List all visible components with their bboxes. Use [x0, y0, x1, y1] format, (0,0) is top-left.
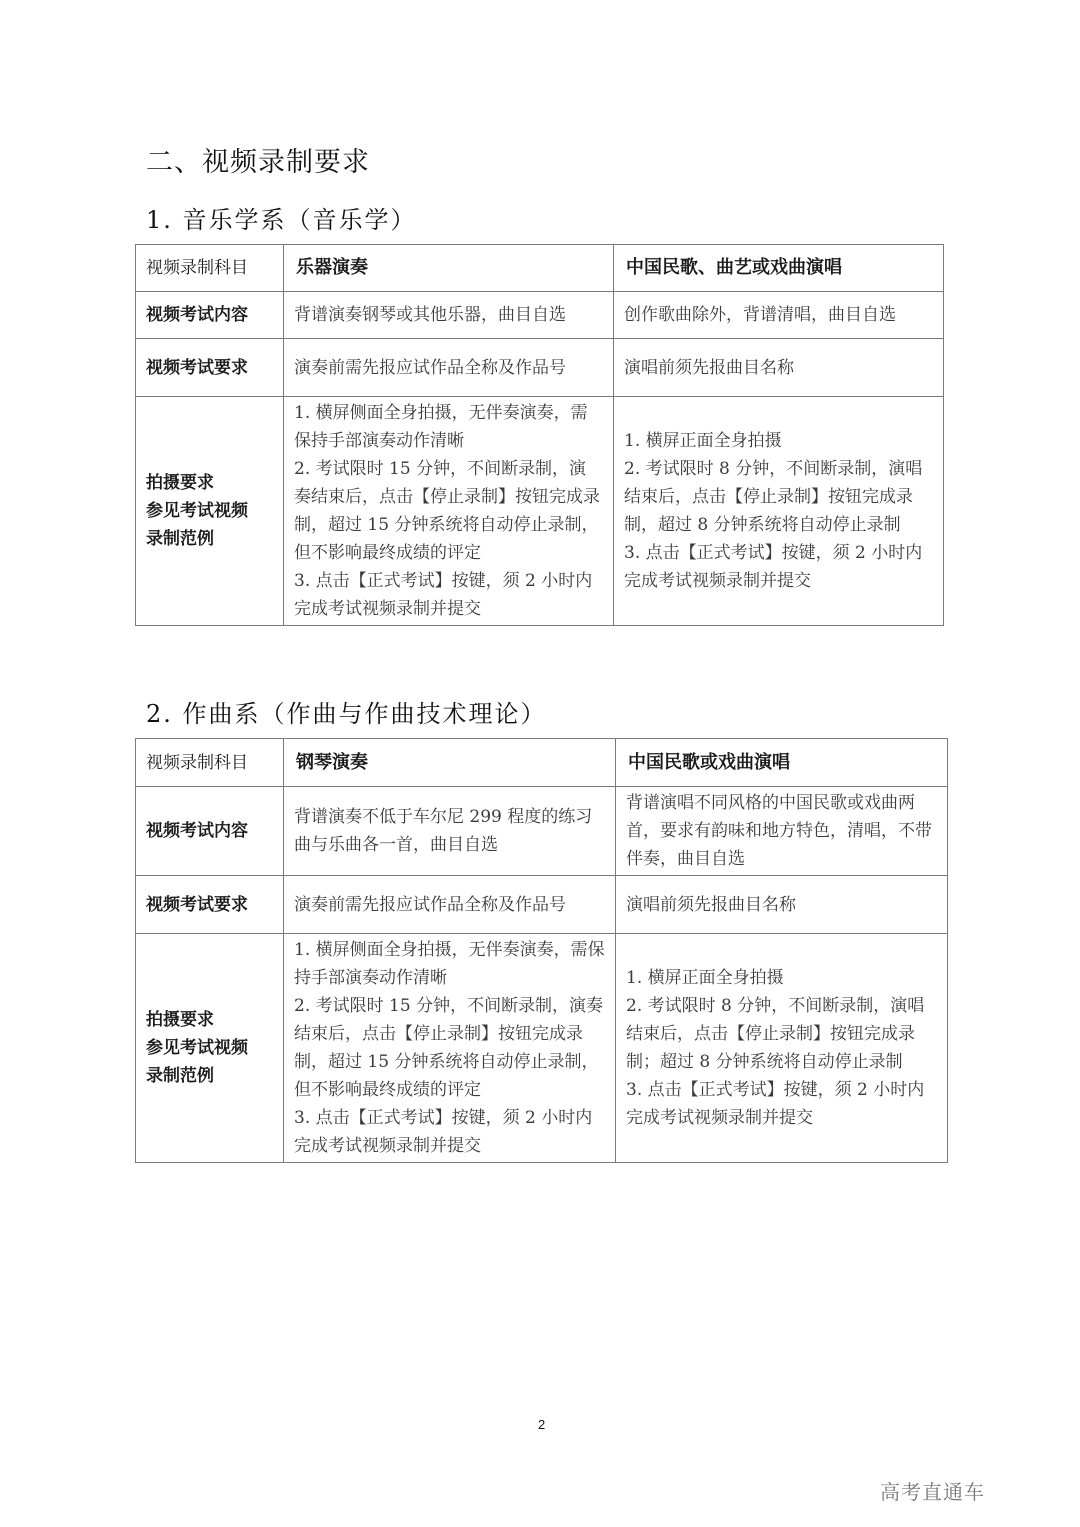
cell	[616, 934, 948, 1163]
cell-text: 1. 横屏侧面全身拍摄，无伴奏演奏，需保持手部演奏动作清晰	[294, 403, 588, 451]
cell-text: 演唱前须先报曲目名称	[624, 357, 794, 378]
row-label: 视频考试要求	[136, 339, 284, 397]
header-label: 视频录制科目	[136, 739, 284, 787]
cell-text: 2. 考试限时 15 分钟，不间断录制，演奏结束后，点击【停止录制】按钮完成录制，超过 15 分钟系统将自动停止录制，但不影响最终成绩的评定	[294, 996, 604, 1100]
cell-text: 2. 考试限时 15 分钟，不间断录制，演奏结束后，点击【停止录制】按钮完成录制，超过 15 分钟系统将自动停止录制，但不影响最终成绩的评定	[294, 459, 600, 563]
cell-text: 演唱前须先报曲目名称	[626, 894, 796, 915]
cell	[616, 787, 948, 876]
cell-text: 1. 横屏侧面全身拍摄，无伴奏演奏，需保持手部演奏动作清晰	[294, 940, 605, 988]
cell-text: 3. 点击【正式考试】按键，须 2 小时内完成考试视频录制并提交	[294, 1108, 593, 1156]
header-col-singing: 中国民歌或戏曲演唱	[616, 739, 948, 787]
cell-text: 背谱演奏钢琴或其他乐器，曲目自选	[294, 305, 566, 325]
row-label: 视频考试内容	[136, 292, 284, 339]
watermark: 高考直通车	[880, 1480, 985, 1504]
table-row	[136, 787, 948, 876]
cell	[284, 787, 616, 876]
row-label-line: 拍摄要求	[146, 1010, 214, 1030]
requirements-table-music	[135, 244, 944, 626]
cell	[284, 876, 616, 934]
header-col-piano: 钢琴演奏	[284, 739, 616, 787]
cell-text: 演奏前需先报应试作品全称及作品号	[294, 357, 566, 378]
page-number: 2	[538, 1417, 546, 1432]
table-header-row	[136, 739, 948, 787]
cell	[284, 934, 616, 1163]
cell-text: 演奏前需先报应试作品全称及作品号	[294, 894, 566, 915]
row-label-line: 拍摄要求	[146, 473, 214, 493]
header-col-instrument: 乐器演奏	[284, 245, 614, 292]
cell	[284, 339, 614, 397]
cell-text: 2. 考试限时 8 分钟，不间断录制，演唱结束后，点击【停止录制】按钮完成录制，超过 8 分钟系统将自动停止录制	[624, 459, 923, 535]
table-row	[136, 292, 944, 339]
table-row	[136, 339, 944, 397]
row-label-line: 录制范例	[146, 529, 214, 549]
table-row	[136, 876, 948, 934]
cell-text: 背谱演奏不低于车尔尼 299 程度的练习曲与乐曲各一首，曲目自选	[294, 807, 593, 855]
row-label-line: 录制范例	[146, 1066, 214, 1086]
row-label	[136, 934, 284, 1163]
department-title-music: 1. 音乐学系（音乐学）	[146, 206, 417, 234]
table-header-row	[136, 245, 944, 292]
cell	[616, 876, 948, 934]
cell-text: 3. 点击【正式考试】按键，须 2 小时内完成考试视频录制并提交	[294, 571, 593, 619]
requirements-table-composition	[135, 738, 948, 1163]
department-title-composition: 2. 作曲系（作曲与作曲技术理论）	[146, 700, 547, 728]
cell	[614, 339, 944, 397]
cell-text: 3. 点击【正式考试】按键，须 2 小时内完成考试视频录制并提交	[624, 543, 923, 591]
row-label: 视频考试要求	[136, 876, 284, 934]
row-label: 视频考试内容	[136, 787, 284, 876]
table-row	[136, 934, 948, 1163]
cell	[284, 292, 614, 339]
header-label: 视频录制科目	[136, 245, 284, 292]
cell-text: 3. 点击【正式考试】按键，须 2 小时内完成考试视频录制并提交	[626, 1080, 925, 1128]
section-title: 二、视频录制要求	[146, 147, 370, 178]
row-label-line: 参见考试视频	[146, 1038, 248, 1058]
cell-text: 2. 考试限时 8 分钟，不间断录制，演唱结束后，点击【停止录制】按钮完成录制；超过 8 分钟系统将自动停止录制	[626, 996, 925, 1072]
cell	[284, 397, 614, 626]
cell-text: 1. 横屏正面全身拍摄	[624, 431, 782, 451]
cell-text: 1. 横屏正面全身拍摄	[626, 968, 784, 988]
table-row	[136, 397, 944, 626]
header-col-singing: 中国民歌、曲艺或戏曲演唱	[614, 245, 944, 292]
cell-text: 背谱演唱不同风格的中国民歌或戏曲两首，要求有韵味和地方特色，清唱，不带伴奏，曲目自选	[626, 793, 932, 869]
row-label-line: 参见考试视频	[146, 501, 248, 521]
cell	[614, 397, 944, 626]
cell	[614, 292, 944, 339]
row-label	[136, 397, 284, 626]
cell-text: 创作歌曲除外，背谱清唱，曲目自选	[624, 305, 896, 325]
